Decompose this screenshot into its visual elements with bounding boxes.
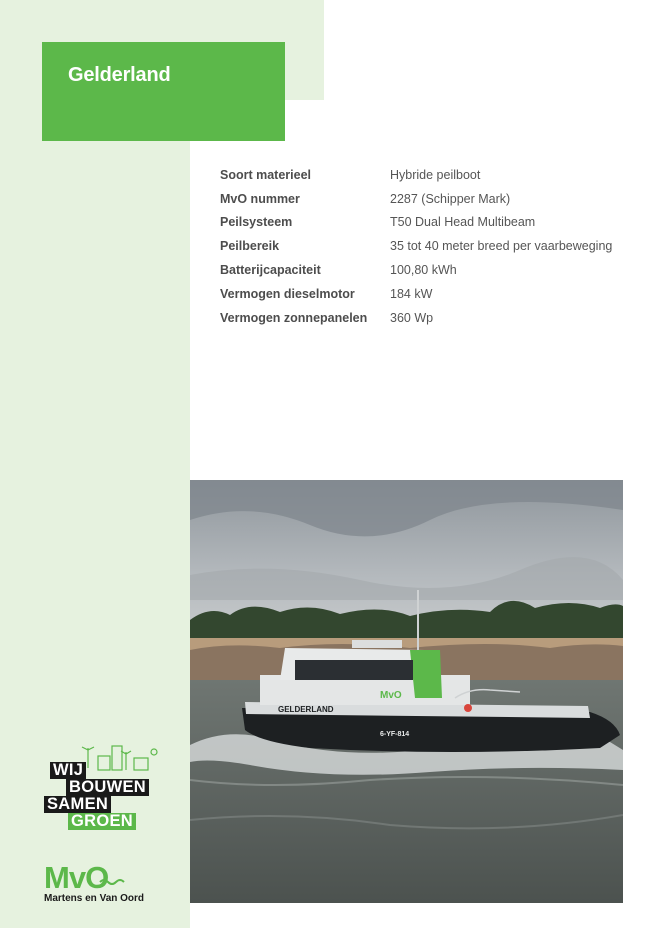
spec-value: Hybride peilboot	[390, 167, 481, 182]
campaign-logo	[44, 742, 169, 832]
spec-label: Vermogen dieselmotor	[220, 286, 355, 301]
spec-label: Peilbereik	[220, 239, 280, 254]
company-logo	[44, 862, 169, 907]
radar-antenna	[352, 640, 402, 648]
spec-value: 35 tot 40 meter breed per vaarbeweging	[390, 239, 613, 254]
boat-photo	[190, 480, 623, 903]
campaign-word: GROEN	[68, 813, 136, 830]
spec-table	[220, 163, 612, 330]
title-banner	[42, 42, 285, 141]
spec-row	[220, 211, 612, 235]
company-name: Martens en Van Oord	[44, 893, 145, 904]
boat-name-text: GELDERLAND	[278, 705, 334, 714]
spec-label: Batterijcapaciteit	[220, 263, 321, 278]
spec-label: Soort materieel	[220, 167, 312, 182]
campaign-word: WIJ	[50, 762, 86, 779]
cabin-green-panel	[410, 650, 442, 698]
mvo-logo-mark	[44, 862, 169, 892]
spec-row	[220, 234, 612, 258]
campaign-word: BOUWEN	[66, 779, 149, 796]
boat-photo-illustration	[190, 480, 623, 903]
mvo-mark-text: MvO	[44, 862, 109, 892]
spec-label: MvO nummer	[220, 191, 300, 206]
spec-value: T50 Dual Head Multibeam	[390, 215, 536, 230]
spec-row	[220, 306, 612, 330]
spec-value: 184 kW	[390, 286, 433, 301]
spec-label: Peilsysteem	[220, 215, 293, 230]
spec-value: 2287 (Schipper Mark)	[390, 191, 511, 206]
cabin-windows	[295, 660, 413, 680]
spec-label: Vermogen zonnepanelen	[220, 310, 368, 325]
spec-row	[220, 163, 612, 187]
hull-number-text: 6-YF-814	[380, 731, 410, 738]
spec-row	[220, 282, 612, 306]
campaign-word: SAMEN	[44, 796, 111, 813]
life-ring	[464, 704, 472, 712]
cabin-logo-text: MvO	[380, 690, 402, 701]
spec-row	[220, 187, 612, 211]
spec-value: 360 Wp	[390, 310, 434, 325]
spec-row	[220, 258, 612, 282]
page-title: Gelderland	[68, 64, 171, 86]
spec-value: 100,80 kWh	[390, 263, 457, 278]
